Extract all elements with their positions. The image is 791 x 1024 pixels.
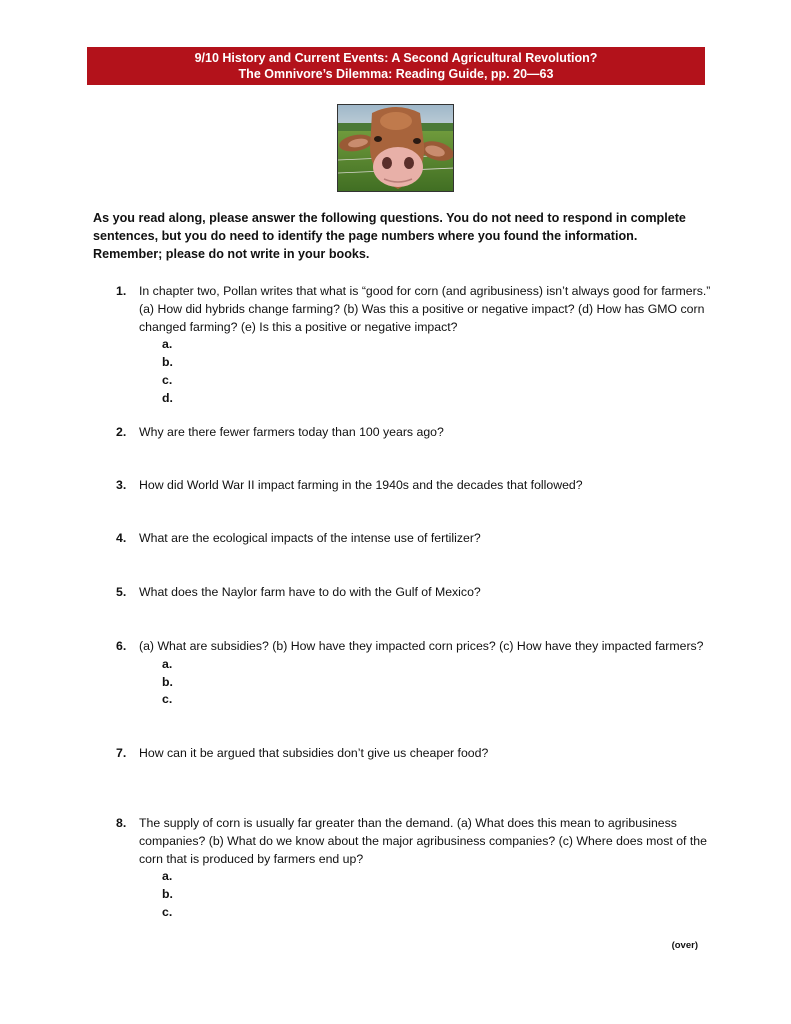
question-text: What does the Naylor farm have to do with the Gulf of Mexico? <box>139 585 481 599</box>
question-1 <box>116 283 716 408</box>
answer-label: a. <box>162 337 173 352</box>
question-2 <box>116 424 716 442</box>
answer-list <box>162 336 716 407</box>
answer-list <box>162 868 716 921</box>
instructions: As you read along, please answer the following questions. You do not need to respond in complete sentences, but you do need to identify the page numbers where you found the information. Remember; please do not write in your books. <box>93 211 686 261</box>
question-number: 3. <box>116 478 127 492</box>
question-text: In chapter two, Pollan writes that what is “good for corn (and agribusiness) isn’t always good for farmers.” (a) How did hybrids change farming? (b) Was this a positive or negative impact? (d) How has GMO corn changed farming? (e) Is this a positive or negative impact? <box>139 284 711 334</box>
question-text: How can it be argued that subsidies don’t give us cheaper food? <box>139 746 489 760</box>
cow-photo <box>337 104 454 192</box>
answer-label: b. <box>162 355 173 370</box>
title-banner <box>87 47 705 85</box>
over-note: (over) <box>671 940 698 951</box>
cow-photo-icon <box>338 105 454 192</box>
question-4 <box>116 530 716 548</box>
answer-label: b. <box>162 887 173 902</box>
answer-label: d. <box>162 390 173 405</box>
question-number: 1. <box>116 284 127 298</box>
question-text: The supply of corn is usually far greater than the demand. (a) What does this mean to agribusiness companies? (b) What do we know about the major agribusiness companies? (c) Where does most of the corn that is produced by farmers end up? <box>139 816 707 866</box>
question-number: 6. <box>116 639 127 653</box>
question-7 <box>116 745 716 763</box>
question-text: Why are there fewer farmers today than 100 years ago? <box>139 425 444 439</box>
title-line-2: The Omnivore’s Dilemma: Reading Guide, pp. 20—63 <box>238 67 554 81</box>
question-number: 7. <box>116 746 127 760</box>
question-5 <box>116 584 716 602</box>
question-number: 5. <box>116 585 127 599</box>
answer-label: b. <box>162 674 173 689</box>
question-6 <box>116 638 716 709</box>
answer-label: c. <box>162 904 173 919</box>
question-number: 4. <box>116 531 127 545</box>
question-text: (a) What are subsidies? (b) How have they impacted corn prices? (c) How have they impacted farmers? <box>139 639 704 653</box>
question-number: 2. <box>116 425 127 439</box>
answer-list <box>162 656 716 709</box>
answer-label: a. <box>162 869 173 884</box>
answer-label: a. <box>162 656 173 671</box>
answer-label: c. <box>162 372 173 387</box>
answer-label: c. <box>162 692 173 707</box>
question-3 <box>116 477 716 495</box>
question-8 <box>116 815 716 922</box>
question-text: How did World War II impact farming in the 1940s and the decades that followed? <box>139 478 583 492</box>
title-line-1: 9/10 History and Current Events: A Second Agricultural Revolution? <box>194 51 598 65</box>
question-text: What are the ecological impacts of the intense use of fertilizer? <box>139 531 481 545</box>
question-number: 8. <box>116 816 127 830</box>
